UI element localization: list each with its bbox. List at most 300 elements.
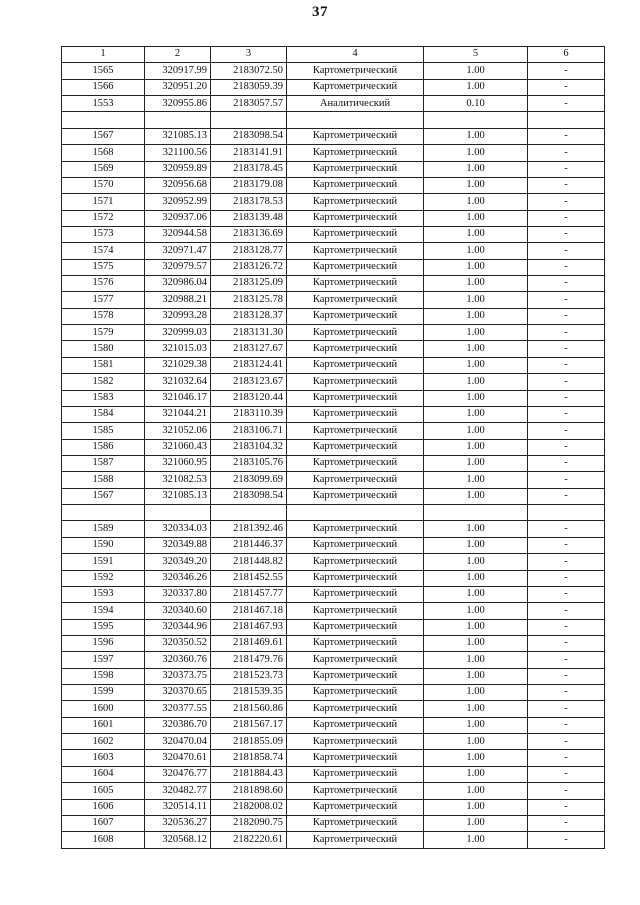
- method-cell: Картометрический: [287, 652, 424, 668]
- accuracy-cell: 1.00: [424, 259, 528, 275]
- method-cell: Картометрический: [287, 243, 424, 259]
- note-cell: -: [528, 668, 605, 684]
- point-number-cell: 1576: [62, 276, 145, 292]
- x-coordinate-cell: 320955.86: [145, 96, 211, 112]
- method-cell: Картометрический: [287, 750, 424, 766]
- point-number-cell: 1570: [62, 177, 145, 193]
- accuracy-cell: 1.00: [424, 570, 528, 586]
- method-cell: Картометрический: [287, 357, 424, 373]
- x-coordinate-cell: 320956.68: [145, 177, 211, 193]
- method-cell: Картометрический: [287, 325, 424, 341]
- accuracy-cell: 1.00: [424, 521, 528, 537]
- table-row: [62, 570, 605, 586]
- point-number-cell: 1604: [62, 766, 145, 782]
- x-coordinate-cell: 320937.06: [145, 210, 211, 226]
- method-cell: Картометрический: [287, 145, 424, 161]
- column-header-x: 2: [145, 47, 211, 63]
- note-cell: [528, 505, 605, 521]
- method-cell: Картометрический: [287, 685, 424, 701]
- note-cell: -: [528, 455, 605, 471]
- point-number-cell: 1587: [62, 455, 145, 471]
- y-coordinate-cell: 2183136.69: [211, 226, 287, 242]
- coordinates-table: [61, 46, 605, 849]
- note-cell: -: [528, 537, 605, 553]
- x-coordinate-cell: 320951.20: [145, 79, 211, 95]
- accuracy-cell: 1.00: [424, 685, 528, 701]
- y-coordinate-cell: 2181858.74: [211, 750, 287, 766]
- table-row: [62, 603, 605, 619]
- point-number-cell: 1593: [62, 586, 145, 602]
- note-cell: -: [528, 325, 605, 341]
- x-coordinate-cell: 320470.04: [145, 734, 211, 750]
- table-row: [62, 472, 605, 488]
- table-row: [62, 685, 605, 701]
- method-cell: Картометрический: [287, 717, 424, 733]
- accuracy-cell: 1.00: [424, 815, 528, 831]
- table-spacer-row: [62, 505, 605, 521]
- x-coordinate-cell: 321085.13: [145, 488, 211, 504]
- y-coordinate-cell: 2183128.37: [211, 308, 287, 324]
- table-row: [62, 406, 605, 422]
- table-row: [62, 734, 605, 750]
- point-number-cell: 1599: [62, 685, 145, 701]
- accuracy-cell: [424, 505, 528, 521]
- note-cell: -: [528, 652, 605, 668]
- note-cell: -: [528, 177, 605, 193]
- note-cell: -: [528, 766, 605, 782]
- table-row: [62, 128, 605, 144]
- point-number-cell: [62, 505, 145, 521]
- point-number-cell: 1600: [62, 701, 145, 717]
- table-row: [62, 243, 605, 259]
- accuracy-cell: 1.00: [424, 341, 528, 357]
- table-row: [62, 799, 605, 815]
- x-coordinate-cell: 320386.70: [145, 717, 211, 733]
- method-cell: Картометрический: [287, 177, 424, 193]
- method-cell: [287, 112, 424, 128]
- note-cell: -: [528, 128, 605, 144]
- y-coordinate-cell: 2183106.71: [211, 423, 287, 439]
- note-cell: -: [528, 161, 605, 177]
- x-coordinate-cell: 320568.12: [145, 832, 211, 848]
- method-cell: Картометрический: [287, 390, 424, 406]
- method-cell: Картометрический: [287, 259, 424, 275]
- x-coordinate-cell: 320999.03: [145, 325, 211, 341]
- accuracy-cell: 1.00: [424, 194, 528, 210]
- y-coordinate-cell: 2183072.50: [211, 63, 287, 79]
- note-cell: -: [528, 79, 605, 95]
- note-cell: -: [528, 586, 605, 602]
- accuracy-cell: 1.00: [424, 390, 528, 406]
- method-cell: Картометрический: [287, 455, 424, 471]
- accuracy-cell: 1.00: [424, 276, 528, 292]
- note-cell: [528, 112, 605, 128]
- column-header-y: 3: [211, 47, 287, 63]
- method-cell: Картометрический: [287, 554, 424, 570]
- method-cell: Картометрический: [287, 701, 424, 717]
- point-number-cell: 1553: [62, 96, 145, 112]
- y-coordinate-cell: 2182220.61: [211, 832, 287, 848]
- note-cell: -: [528, 521, 605, 537]
- note-cell: -: [528, 619, 605, 635]
- accuracy-cell: 1.00: [424, 292, 528, 308]
- method-cell: Аналитический: [287, 96, 424, 112]
- note-cell: -: [528, 423, 605, 439]
- note-cell: -: [528, 488, 605, 504]
- point-number-cell: 1583: [62, 390, 145, 406]
- note-cell: -: [528, 603, 605, 619]
- accuracy-cell: 1.00: [424, 635, 528, 651]
- y-coordinate-cell: 2181467.18: [211, 603, 287, 619]
- note-cell: -: [528, 717, 605, 733]
- note-cell: -: [528, 357, 605, 373]
- point-number-cell: 1579: [62, 325, 145, 341]
- method-cell: Картометрический: [287, 635, 424, 651]
- table-row: [62, 717, 605, 733]
- table-row: [62, 308, 605, 324]
- point-number-cell: 1567: [62, 128, 145, 144]
- table-row: [62, 652, 605, 668]
- y-coordinate-cell: 2183141.91: [211, 145, 287, 161]
- x-coordinate-cell: 321100.56: [145, 145, 211, 161]
- y-coordinate-cell: 2181452.55: [211, 570, 287, 586]
- x-coordinate-cell: 321046.17: [145, 390, 211, 406]
- x-coordinate-cell: 320944.58: [145, 226, 211, 242]
- accuracy-cell: 1.00: [424, 439, 528, 455]
- x-coordinate-cell: 320349.88: [145, 537, 211, 553]
- column-header-method: 4: [287, 47, 424, 63]
- point-number-cell: 1596: [62, 635, 145, 651]
- y-coordinate-cell: 2183125.09: [211, 276, 287, 292]
- note-cell: -: [528, 783, 605, 799]
- x-coordinate-cell: 320377.55: [145, 701, 211, 717]
- accuracy-cell: 1.00: [424, 783, 528, 799]
- y-coordinate-cell: 2183128.77: [211, 243, 287, 259]
- point-number-cell: 1572: [62, 210, 145, 226]
- point-number-cell: 1608: [62, 832, 145, 848]
- point-number-cell: 1607: [62, 815, 145, 831]
- point-number-cell: 1582: [62, 374, 145, 390]
- note-cell: -: [528, 194, 605, 210]
- x-coordinate-cell: 321082.53: [145, 472, 211, 488]
- table-row: [62, 341, 605, 357]
- method-cell: Картометрический: [287, 570, 424, 586]
- note-cell: -: [528, 799, 605, 815]
- x-coordinate-cell: 320979.57: [145, 259, 211, 275]
- x-coordinate-cell: 320988.21: [145, 292, 211, 308]
- y-coordinate-cell: 2183098.54: [211, 488, 287, 504]
- note-cell: -: [528, 685, 605, 701]
- y-coordinate-cell: 2183110.39: [211, 406, 287, 422]
- method-cell: Картометрический: [287, 734, 424, 750]
- point-number-cell: 1575: [62, 259, 145, 275]
- table-row: [62, 619, 605, 635]
- accuracy-cell: 1.00: [424, 586, 528, 602]
- point-number-cell: 1605: [62, 783, 145, 799]
- table-row: [62, 276, 605, 292]
- accuracy-cell: 1.00: [424, 406, 528, 422]
- note-cell: -: [528, 750, 605, 766]
- method-cell: Картометрический: [287, 439, 424, 455]
- y-coordinate-cell: 2183123.67: [211, 374, 287, 390]
- table-row: [62, 390, 605, 406]
- table-row: [62, 455, 605, 471]
- y-coordinate-cell: 2183125.78: [211, 292, 287, 308]
- accuracy-cell: 0.10: [424, 96, 528, 112]
- accuracy-cell: 1.00: [424, 472, 528, 488]
- accuracy-cell: 1.00: [424, 226, 528, 242]
- accuracy-cell: 1.00: [424, 357, 528, 373]
- note-cell: -: [528, 374, 605, 390]
- point-number-cell: 1602: [62, 734, 145, 750]
- x-coordinate-cell: 321044.21: [145, 406, 211, 422]
- table-spacer-row: [62, 112, 605, 128]
- accuracy-cell: 1.00: [424, 799, 528, 815]
- x-coordinate-cell: 321052.06: [145, 423, 211, 439]
- point-number-cell: 1588: [62, 472, 145, 488]
- table-row: [62, 554, 605, 570]
- table-row: [62, 145, 605, 161]
- method-cell: Картометрический: [287, 668, 424, 684]
- note-cell: -: [528, 832, 605, 848]
- note-cell: -: [528, 145, 605, 161]
- note-cell: -: [528, 439, 605, 455]
- method-cell: Картометрический: [287, 79, 424, 95]
- point-number-cell: 1603: [62, 750, 145, 766]
- accuracy-cell: [424, 112, 528, 128]
- x-coordinate-cell: 320350.52: [145, 635, 211, 651]
- point-number-cell: 1574: [62, 243, 145, 259]
- y-coordinate-cell: 2181898.60: [211, 783, 287, 799]
- method-cell: Картометрический: [287, 783, 424, 799]
- x-coordinate-cell: 320470.61: [145, 750, 211, 766]
- y-coordinate-cell: 2181539.35: [211, 685, 287, 701]
- x-coordinate-cell: 320370.65: [145, 685, 211, 701]
- accuracy-cell: 1.00: [424, 603, 528, 619]
- point-number-cell: 1571: [62, 194, 145, 210]
- point-number-cell: 1601: [62, 717, 145, 733]
- note-cell: -: [528, 308, 605, 324]
- column-header-note: 6: [528, 47, 605, 63]
- accuracy-cell: 1.00: [424, 701, 528, 717]
- table-row: [62, 357, 605, 373]
- table-row: [62, 766, 605, 782]
- y-coordinate-cell: 2181446.37: [211, 537, 287, 553]
- table-row: [62, 488, 605, 504]
- accuracy-cell: 1.00: [424, 832, 528, 848]
- accuracy-cell: 1.00: [424, 79, 528, 95]
- method-cell: Картометрический: [287, 374, 424, 390]
- table-row: [62, 374, 605, 390]
- table-row: [62, 96, 605, 112]
- y-coordinate-cell: 2183178.45: [211, 161, 287, 177]
- point-number-cell: 1569: [62, 161, 145, 177]
- y-coordinate-cell: 2183179.08: [211, 177, 287, 193]
- note-cell: -: [528, 406, 605, 422]
- y-coordinate-cell: 2183178.53: [211, 194, 287, 210]
- y-coordinate-cell: 2183127.67: [211, 341, 287, 357]
- method-cell: Картометрический: [287, 766, 424, 782]
- table-row: [62, 701, 605, 717]
- point-number-cell: 1590: [62, 537, 145, 553]
- y-coordinate-cell: 2183126.72: [211, 259, 287, 275]
- accuracy-cell: 1.00: [424, 488, 528, 504]
- x-coordinate-cell: [145, 505, 211, 521]
- x-coordinate-cell: 320373.75: [145, 668, 211, 684]
- point-number-cell: 1597: [62, 652, 145, 668]
- x-coordinate-cell: 320514.11: [145, 799, 211, 815]
- table-row: [62, 521, 605, 537]
- accuracy-cell: 1.00: [424, 243, 528, 259]
- note-cell: -: [528, 472, 605, 488]
- y-coordinate-cell: 2181855.09: [211, 734, 287, 750]
- x-coordinate-cell: 320340.60: [145, 603, 211, 619]
- y-coordinate-cell: 2181469.61: [211, 635, 287, 651]
- point-number-cell: 1594: [62, 603, 145, 619]
- note-cell: -: [528, 259, 605, 275]
- y-coordinate-cell: [211, 112, 287, 128]
- x-coordinate-cell: 320993.28: [145, 308, 211, 324]
- table-body: [62, 63, 605, 848]
- note-cell: -: [528, 390, 605, 406]
- table-row: [62, 63, 605, 79]
- point-number-cell: 1598: [62, 668, 145, 684]
- accuracy-cell: 1.00: [424, 128, 528, 144]
- accuracy-cell: 1.00: [424, 537, 528, 553]
- method-cell: Картометрический: [287, 586, 424, 602]
- method-cell: Картометрический: [287, 406, 424, 422]
- method-cell: Картометрический: [287, 799, 424, 815]
- point-number-cell: 1566: [62, 79, 145, 95]
- point-number-cell: 1573: [62, 226, 145, 242]
- x-coordinate-cell: 320476.77: [145, 766, 211, 782]
- x-coordinate-cell: 321085.13: [145, 128, 211, 144]
- x-coordinate-cell: 321015.03: [145, 341, 211, 357]
- x-coordinate-cell: 321060.43: [145, 439, 211, 455]
- method-cell: Картометрический: [287, 619, 424, 635]
- note-cell: -: [528, 815, 605, 831]
- accuracy-cell: 1.00: [424, 210, 528, 226]
- method-cell: Картометрический: [287, 308, 424, 324]
- y-coordinate-cell: 2181467.93: [211, 619, 287, 635]
- accuracy-cell: 1.00: [424, 325, 528, 341]
- y-coordinate-cell: 2183059.39: [211, 79, 287, 95]
- x-coordinate-cell: 320346.26: [145, 570, 211, 586]
- accuracy-cell: 1.00: [424, 177, 528, 193]
- point-number-cell: 1606: [62, 799, 145, 815]
- table-row: [62, 750, 605, 766]
- y-coordinate-cell: 2181479.76: [211, 652, 287, 668]
- y-coordinate-cell: 2183057.57: [211, 96, 287, 112]
- table-row: [62, 635, 605, 651]
- method-cell: Картометрический: [287, 472, 424, 488]
- y-coordinate-cell: 2183104.32: [211, 439, 287, 455]
- point-number-cell: 1591: [62, 554, 145, 570]
- accuracy-cell: 1.00: [424, 554, 528, 570]
- accuracy-cell: 1.00: [424, 374, 528, 390]
- x-coordinate-cell: 321029.38: [145, 357, 211, 373]
- x-coordinate-cell: 321032.64: [145, 374, 211, 390]
- table-row: [62, 832, 605, 848]
- page-number: 37: [312, 4, 328, 20]
- table-row: [62, 668, 605, 684]
- x-coordinate-cell: 320349.20: [145, 554, 211, 570]
- point-number-cell: 1581: [62, 357, 145, 373]
- note-cell: -: [528, 570, 605, 586]
- point-number-cell: 1586: [62, 439, 145, 455]
- y-coordinate-cell: 2183099.69: [211, 472, 287, 488]
- point-number-cell: 1584: [62, 406, 145, 422]
- note-cell: -: [528, 341, 605, 357]
- y-coordinate-cell: 2181457.77: [211, 586, 287, 602]
- y-coordinate-cell: 2183105.76: [211, 455, 287, 471]
- method-cell: Картометрический: [287, 194, 424, 210]
- accuracy-cell: 1.00: [424, 455, 528, 471]
- y-coordinate-cell: 2182090.75: [211, 815, 287, 831]
- x-coordinate-cell: 320986.04: [145, 276, 211, 292]
- y-coordinate-cell: 2183131.30: [211, 325, 287, 341]
- table-row: [62, 194, 605, 210]
- method-cell: Картометрический: [287, 226, 424, 242]
- point-number-cell: 1565: [62, 63, 145, 79]
- x-coordinate-cell: 320344.96: [145, 619, 211, 635]
- y-coordinate-cell: 2183139.48: [211, 210, 287, 226]
- point-number-cell: 1567: [62, 488, 145, 504]
- method-cell: Картометрический: [287, 488, 424, 504]
- y-coordinate-cell: 2183124.41: [211, 357, 287, 373]
- note-cell: -: [528, 96, 605, 112]
- y-coordinate-cell: 2181448.82: [211, 554, 287, 570]
- method-cell: Картометрический: [287, 832, 424, 848]
- y-coordinate-cell: 2181392.46: [211, 521, 287, 537]
- accuracy-cell: 1.00: [424, 750, 528, 766]
- table-row: [62, 177, 605, 193]
- method-cell: Картометрический: [287, 128, 424, 144]
- x-coordinate-cell: 321060.95: [145, 455, 211, 471]
- point-number-cell: 1577: [62, 292, 145, 308]
- accuracy-cell: 1.00: [424, 668, 528, 684]
- table-row: [62, 161, 605, 177]
- x-coordinate-cell: 320360.76: [145, 652, 211, 668]
- table-row: [62, 325, 605, 341]
- table-row: [62, 210, 605, 226]
- method-cell: Картометрический: [287, 537, 424, 553]
- accuracy-cell: 1.00: [424, 308, 528, 324]
- table-row: [62, 259, 605, 275]
- method-cell: Картометрический: [287, 815, 424, 831]
- note-cell: -: [528, 554, 605, 570]
- note-cell: -: [528, 292, 605, 308]
- y-coordinate-cell: 2181560.86: [211, 701, 287, 717]
- y-coordinate-cell: 2183098.54: [211, 128, 287, 144]
- x-coordinate-cell: 320952.99: [145, 194, 211, 210]
- point-number-cell: 1580: [62, 341, 145, 357]
- accuracy-cell: 1.00: [424, 652, 528, 668]
- method-cell: Картометрический: [287, 63, 424, 79]
- note-cell: -: [528, 701, 605, 717]
- accuracy-cell: 1.00: [424, 63, 528, 79]
- accuracy-cell: 1.00: [424, 734, 528, 750]
- x-coordinate-cell: 320971.47: [145, 243, 211, 259]
- accuracy-cell: 1.00: [424, 145, 528, 161]
- note-cell: -: [528, 226, 605, 242]
- accuracy-cell: 1.00: [424, 423, 528, 439]
- note-cell: -: [528, 276, 605, 292]
- table-row: [62, 79, 605, 95]
- point-number-cell: [62, 112, 145, 128]
- x-coordinate-cell: 320959.89: [145, 161, 211, 177]
- method-cell: Картометрический: [287, 210, 424, 226]
